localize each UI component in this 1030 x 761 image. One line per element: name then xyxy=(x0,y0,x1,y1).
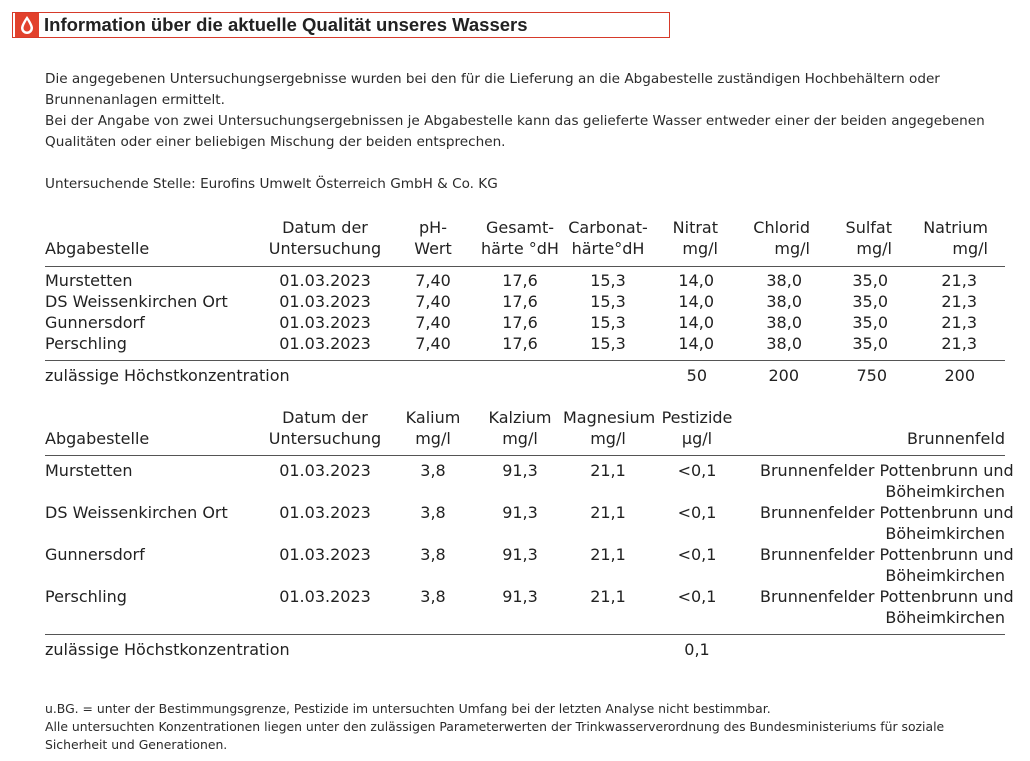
water-drop-icon xyxy=(15,13,39,37)
table-cell-brunnenfeld-line2: Böheimkirchen xyxy=(885,608,1005,627)
table-cell-kalzium: 91,3 xyxy=(502,587,538,606)
table-row-name: DS Weissenkirchen Ort xyxy=(45,503,228,522)
table-cell-magnesium: 21,1 xyxy=(590,587,626,606)
table-cell-carbonat: 15,3 xyxy=(590,292,626,311)
header-sulfat-line1: Sulfat xyxy=(845,218,892,237)
table-cell-nitrat: 14,0 xyxy=(678,334,714,353)
table-cell-datum: 01.03.2023 xyxy=(279,545,371,564)
table-cell-chlorid: 38,0 xyxy=(766,313,802,332)
table-cell-brunnenfeld-line2: Böheimkirchen xyxy=(885,566,1005,585)
limit-pestizide: 0,1 xyxy=(684,640,710,659)
table-cell-carbonat: 15,3 xyxy=(590,271,626,290)
header-pestizide-line1: Pestizide xyxy=(661,408,733,427)
limit-label: zulässige Höchstkonzentration xyxy=(45,640,290,659)
table-cell-natrium: 21,3 xyxy=(941,271,977,290)
table-cell-natrium: 21,3 xyxy=(941,334,977,353)
intro-paragraph-2: Bei der Angabe von zwei Untersuchungsergebnissen je Abgabestelle kann das gelieferte Wasser entweder einer der beiden angegebenen Qualitäten oder einer beliebigen Mischung der beiden entsprechen. xyxy=(45,113,985,150)
table-1-limit-divider xyxy=(45,360,1005,361)
footnote-line-1: u.BG. = unter der Bestimmungsgrenze, Pestizide im untersuchten Umfang bei der letzten Analyse nicht bestimmbar. xyxy=(45,701,771,716)
header-kalium-line1: Kalium xyxy=(405,408,461,427)
table-cell-kalium: 3,8 xyxy=(420,503,446,522)
table-cell-chlorid: 38,0 xyxy=(766,334,802,353)
footnote xyxy=(45,700,1005,754)
header-gesamt-line1: Gesamt- xyxy=(485,218,554,237)
table-cell-brunnenfeld-line1: Brunnenfelder Pottenbrunn und xyxy=(760,587,1014,606)
table-2-limit-divider xyxy=(45,634,1005,635)
header-natrium-line2: mg/l xyxy=(952,239,988,258)
header-natrium-line1: Natrium xyxy=(923,218,988,237)
table-cell-ph: 7,40 xyxy=(415,271,451,290)
header-nitrat-line2: mg/l xyxy=(682,239,718,258)
table-cell-ph: 7,40 xyxy=(415,292,451,311)
limit-natrium: 200 xyxy=(944,366,975,385)
table-cell-datum: 01.03.2023 xyxy=(279,334,371,353)
header-magnesium-line1: Magnesium xyxy=(563,408,656,427)
table-row-name: Perschling xyxy=(45,587,127,606)
header-chlorid-line1: Chlorid xyxy=(753,218,810,237)
header-datum-line2: Untersuchung xyxy=(268,239,382,258)
header-ph-line2: Wert xyxy=(414,239,452,258)
table-cell-nitrat: 14,0 xyxy=(678,271,714,290)
table-row-name: DS Weissenkirchen Ort xyxy=(45,292,228,311)
header-carbonat-line1: Carbonat- xyxy=(568,218,648,237)
table-cell-kalium: 3,8 xyxy=(420,587,446,606)
intro-text xyxy=(45,69,995,153)
header-datum-line1: Datum der xyxy=(282,218,368,237)
table-cell-datum: 01.03.2023 xyxy=(279,271,371,290)
table-cell-chlorid: 38,0 xyxy=(766,292,802,311)
header-magnesium-line2: mg/l xyxy=(590,429,626,448)
table-cell-ph: 7,40 xyxy=(415,313,451,332)
header-gesamt-line2: härte °dH xyxy=(481,239,559,258)
table-cell-kalzium: 91,3 xyxy=(502,545,538,564)
table-cell-datum: 01.03.2023 xyxy=(279,503,371,522)
table-2-header-divider xyxy=(45,455,1005,456)
header-chlorid-line2: mg/l xyxy=(774,239,810,258)
table-cell-carbonat: 15,3 xyxy=(590,334,626,353)
table-cell-brunnenfeld-line1: Brunnenfelder Pottenbrunn und xyxy=(760,461,1014,480)
table-cell-sulfat: 35,0 xyxy=(852,334,888,353)
table-cell-ph: 7,40 xyxy=(415,334,451,353)
table-cell-datum: 01.03.2023 xyxy=(279,292,371,311)
table-cell-gesamt: 17,6 xyxy=(502,334,538,353)
table-cell-sulfat: 35,0 xyxy=(852,313,888,332)
limit-label: zulässige Höchstkonzentration xyxy=(45,366,290,385)
header-abgabestelle: Abgabestelle xyxy=(45,429,150,448)
header-kalzium-line1: Kalzium xyxy=(488,408,552,427)
table-cell-kalzium: 91,3 xyxy=(502,503,538,522)
table-cell-magnesium: 21,1 xyxy=(590,503,626,522)
table-row-name: Murstetten xyxy=(45,461,133,480)
header-pestizide-line2: µg/l xyxy=(681,429,713,448)
limit-chlorid: 200 xyxy=(768,366,799,385)
table-cell-kalium: 3,8 xyxy=(420,461,446,480)
footnote-line-2: Alle untersuchten Konzentrationen liegen unter den zulässigen Parameterwerten der Trinkwasserverordnung des Bundesministeriums für soziale Sicherheit und Generationen. xyxy=(45,719,945,752)
table-cell-kalium: 3,8 xyxy=(420,545,446,564)
header-nitrat-line1: Nitrat xyxy=(672,218,718,237)
table-cell-nitrat: 14,0 xyxy=(678,292,714,311)
table-cell-kalzium: 91,3 xyxy=(502,461,538,480)
table-cell-pestizide: <0,1 xyxy=(677,545,717,564)
table-cell-brunnenfeld-line1: Brunnenfelder Pottenbrunn und xyxy=(760,503,1014,522)
table-1-header-divider xyxy=(45,266,1005,267)
header-brunnenfeld: Brunnenfeld xyxy=(906,429,1005,448)
header-datum-line1: Datum der xyxy=(282,408,368,427)
header-abgabestelle: Abgabestelle xyxy=(45,239,150,258)
table-cell-brunnenfeld-line2: Böheimkirchen xyxy=(885,482,1005,501)
table-cell-sulfat: 35,0 xyxy=(852,271,888,290)
page-title: Information über die aktuelle Qualität unseres Wassers xyxy=(44,14,528,35)
table-cell-natrium: 21,3 xyxy=(941,292,977,311)
header-kalium-line2: mg/l xyxy=(415,429,451,448)
lab-info: Untersuchende Stelle: Eurofins Umwelt Österreich GmbH & Co. KG xyxy=(45,176,498,192)
table-cell-sulfat: 35,0 xyxy=(852,292,888,311)
table-cell-brunnenfeld-line1: Brunnenfelder Pottenbrunn und xyxy=(760,545,1014,564)
header-carbonat-line2: härte°dH xyxy=(571,239,645,258)
title-box xyxy=(12,12,670,38)
table-cell-pestizide: <0,1 xyxy=(677,503,717,522)
table-cell-datum: 01.03.2023 xyxy=(279,587,371,606)
header-datum-line2: Untersuchung xyxy=(268,429,382,448)
table-cell-gesamt: 17,6 xyxy=(502,292,538,311)
table-cell-datum: 01.03.2023 xyxy=(279,313,371,332)
header-ph-line1: pH- xyxy=(419,218,447,237)
table-cell-gesamt: 17,6 xyxy=(502,313,538,332)
intro-paragraph-1: Die angegebenen Untersuchungsergebnisse wurden bei den für die Lieferung an die Abgabestelle zuständigen Hochbehältern oder Brunnenanlagen ermittelt. xyxy=(45,71,940,108)
table-cell-carbonat: 15,3 xyxy=(590,313,626,332)
table-cell-chlorid: 38,0 xyxy=(766,271,802,290)
table-cell-pestizide: <0,1 xyxy=(677,587,717,606)
table-cell-magnesium: 21,1 xyxy=(590,461,626,480)
table-row-name: Perschling xyxy=(45,334,127,353)
header-kalzium-line2: mg/l xyxy=(502,429,538,448)
table-cell-brunnenfeld-line2: Böheimkirchen xyxy=(885,524,1005,543)
table-cell-nitrat: 14,0 xyxy=(678,313,714,332)
table-cell-magnesium: 21,1 xyxy=(590,545,626,564)
limit-sulfat: 750 xyxy=(856,366,887,385)
table-row-name: Murstetten xyxy=(45,271,133,290)
limit-nitrat: 50 xyxy=(686,366,707,385)
table-cell-pestizide: <0,1 xyxy=(677,461,717,480)
table-cell-natrium: 21,3 xyxy=(941,313,977,332)
table-row-name: Gunnersdorf xyxy=(45,313,145,332)
table-cell-datum: 01.03.2023 xyxy=(279,461,371,480)
table-cell-gesamt: 17,6 xyxy=(502,271,538,290)
table-row-name: Gunnersdorf xyxy=(45,545,145,564)
header-sulfat-line2: mg/l xyxy=(856,239,892,258)
